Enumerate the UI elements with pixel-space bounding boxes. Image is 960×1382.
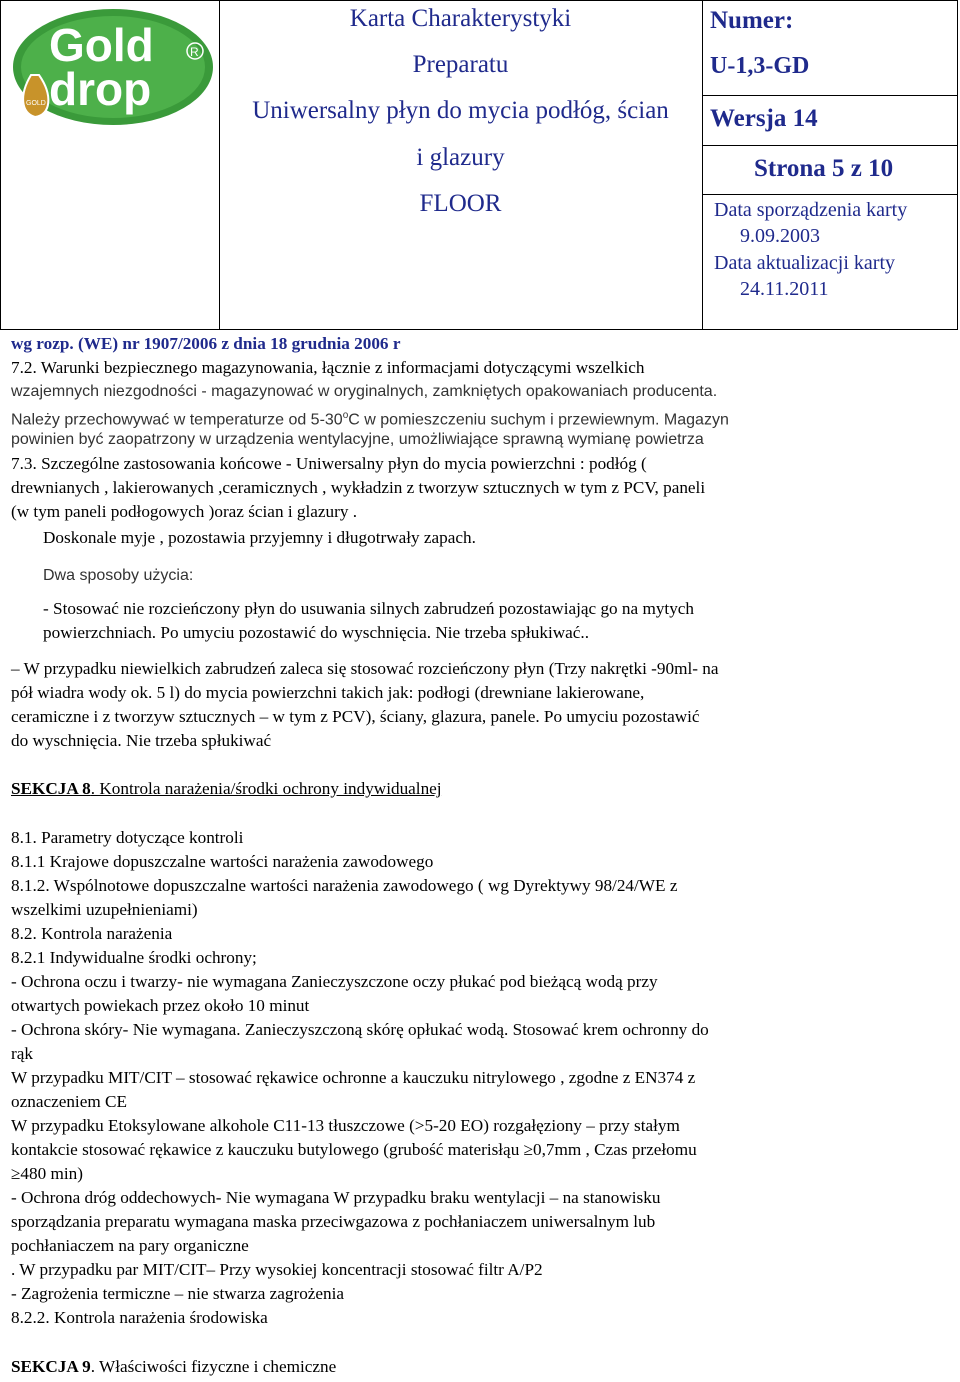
- text-line: powinien być zaopatrzony w urządzenia wentylacyjne, umożliwiające sprawną wymianę powietrza: [11, 431, 704, 448]
- text-line: wszelkimi uzupełnieniami): [11, 900, 198, 919]
- text-line: Doskonale myje , pozostawia przyjemny i długotrwały zapach.: [43, 528, 476, 547]
- update-date-value: 24.11.2011: [740, 278, 829, 300]
- text-line: – W przypadku niewielkich zabrudzeń zaleca się stosować rozcieńczony płyn (Trzy nakrętki -90ml- na: [11, 659, 719, 678]
- gold-drop-logo: [9, 5, 217, 130]
- text-line: do wyschnięcia. Nie trzeba spłukiwać: [11, 731, 272, 750]
- text-line: Należy przechowywać w temperaturze od 5-30$^o$C w pomieszczeniu suchym i przewiewnym. Magazyn: [11, 410, 729, 429]
- svg-text:drop: drop: [49, 63, 152, 115]
- text-line: - Ochrona oczu i twarzy- nie wymagana Zanieczyszczone oczy płukać pod bieżącą wodą przy: [11, 972, 658, 991]
- text-line: - Stosować nie rozcieńczony płyn do usuwania silnych zabrudzeń pozostawiając go na mytych: [43, 599, 695, 618]
- text-line: - Ochrona dróg oddechowych- Nie wymagana W przypadku braku wentylacji – na stanowisku: [11, 1188, 661, 1207]
- title-cell: [219, 1, 703, 329]
- text-line: 8.2.1 Indywidualne środki ochrony;: [11, 948, 257, 967]
- text-line: ceramiczne i z tworzyw sztucznych – w tym z PCV), ściany, glazura, panele. Po umyciu pozostawić: [11, 707, 700, 726]
- text-line: . W przypadku par MIT/CIT– Przy wysokiej koncentracji stosować filtr A/P2: [11, 1260, 543, 1279]
- text-line: 7.2. Warunki bezpiecznego magazynowania, łącznie z informacjami dotyczącymi wszelkich: [11, 358, 645, 377]
- text-line: wzajemnych niezgodności - magazynować w oryginalnych, zamkniętych opakowaniach producenta.: [11, 383, 718, 400]
- text-line: W przypadku MIT/CIT – stosować rękawice ochronne a kauczuku nitrylowego , zgodne z EN374 z: [11, 1068, 696, 1087]
- text-line: 8.1. Parametry dotyczące kontroli: [11, 828, 244, 847]
- text-line: pochłaniaczem na pary organiczne: [11, 1236, 249, 1255]
- text-line: drewnianych , lakierowanych ,ceramicznych , wykładzin z tworzyw sztucznych w tym z PCV, paneli: [11, 478, 706, 497]
- text-line: W przypadku Etoksylowane alkohole C11-13 tłuszczowe (>5-20 EO) rozgałęziony – przy stałym: [11, 1116, 680, 1135]
- section-8-heading: SEKCJA 8. Kontrola narażenia/środki ochrony indywidualnej: [11, 779, 442, 798]
- text-line: rąk: [11, 1044, 33, 1063]
- section-9-heading: SEKCJA 9. Właściwości fizyczne i chemiczne: [11, 1357, 337, 1376]
- page-number: Strona 5 z 10: [754, 155, 894, 182]
- svg-text:GOLD: GOLD: [26, 100, 46, 107]
- product-code-name: FLOOR: [419, 190, 502, 217]
- regulation-reference: wg rozp. (WE) nr 1907/2006 z dnia 18 grudnia 2006 r: [11, 334, 401, 353]
- svg-text:R: R: [190, 45, 199, 59]
- text-line: oznaczeniem CE: [11, 1092, 127, 1111]
- text-line: 8.1.2. Wspólnotowe dopuszczalne wartości narażenia zawodowego ( wg Dyrektywy 98/24/WE z: [11, 876, 678, 895]
- document-header: [0, 0, 958, 330]
- text-line: - Zagrożenia termiczne – nie stwarza zagrożenia: [11, 1284, 345, 1303]
- text-line: 8.2.2. Kontrola narażenia środowiska: [11, 1308, 268, 1327]
- svg-text:Gold: Gold: [49, 19, 154, 71]
- text-line: otwartych powiekach przez około 10 minut: [11, 996, 310, 1015]
- update-date-label: Data aktualizacji karty: [714, 252, 896, 274]
- text-line: pół wiadra wody ok. 5 l) do mycia powierzchni takich jak: podłogi (drewniane lakierowane,: [11, 683, 645, 702]
- doc-title: Karta Charakterystyki: [349, 5, 572, 32]
- product-name-line1: Uniwersalny płyn do mycia podłóg, ścian: [252, 97, 669, 124]
- text-line: 8.2. Kontrola narażenia: [11, 924, 173, 943]
- text-line: powierzchniach. Po umyciu pozostawić do wyschnięcia. Nie trzeba spłukiwać..: [43, 623, 590, 642]
- text-line: ≥480 min): [11, 1164, 83, 1183]
- text-line: (w tym paneli podłogowych )oraz ścian i glazury .: [11, 502, 358, 521]
- text-line: 8.1.1 Krajowe dopuszczalne wartości narażenia zawodowego: [11, 852, 434, 871]
- meta-cell: [702, 1, 957, 329]
- logo-cell: [1, 1, 220, 329]
- version: Wersja 14: [710, 105, 818, 132]
- text-line: sporządzania preparatu wymagana maska przeciwgazowa z pochłaniaczem uniwersalnym lub: [11, 1212, 656, 1231]
- doc-subtitle: Preparatu: [412, 51, 509, 78]
- numer-value: U-1,3-GD: [710, 53, 810, 79]
- text-line: - Ochrona skóry- Nie wymagana. Zanieczyszczoną skórę opłukać wodą. Stosować krem ochronny do: [11, 1020, 709, 1039]
- creation-date-value: 9.09.2003: [740, 225, 820, 247]
- text-line: Dwa sposoby użycia:: [43, 567, 194, 584]
- product-name-line2: i glazury: [416, 144, 505, 171]
- text-line: 7.3. Szczególne zastosowania końcowe - Uniwersalny płyn do mycia powierzchni : podłóg (: [11, 454, 647, 473]
- numer-label: Numer:: [710, 7, 794, 34]
- creation-date-label: Data sporządzenia karty: [714, 199, 908, 221]
- text-line: kontakcie stosować rękawice z kauczuku butylowego (grubość materisłąu ≥0,7mm , Czas przełomu: [11, 1140, 697, 1159]
